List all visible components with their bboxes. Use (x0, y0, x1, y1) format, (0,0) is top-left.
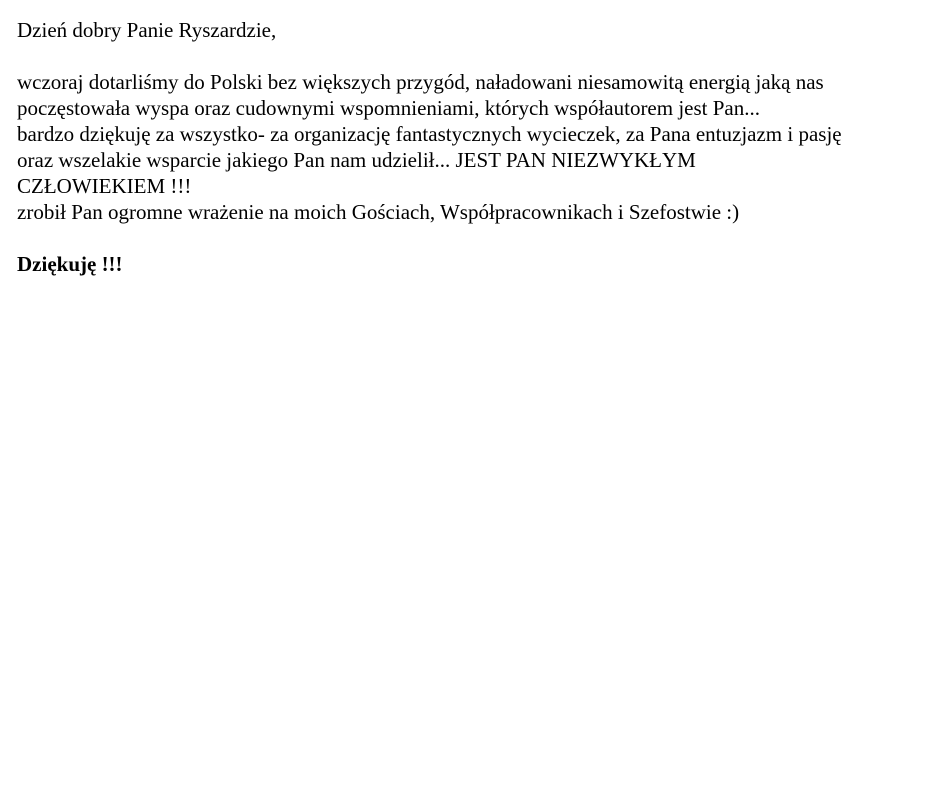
letter-body-line: poczęstowała wyspa oraz cudownymi wspomnieniami, których współautorem jest Pan... (17, 96, 760, 120)
letter-body (17, 69, 922, 225)
paragraph-spacer (17, 43, 922, 69)
letter-closing: Dziękuję !!! (17, 252, 123, 276)
letter-body-line: oraz wszelakie wsparcie jakiego Pan nam udzielił... JEST PAN NIEZWYKŁYM (17, 148, 696, 172)
letter-greeting: Dzień dobry Panie Ryszardzie, (17, 18, 277, 42)
letter-content (17, 17, 922, 277)
letter-body-line: bardzo dziękuję za wszystko- za organizację fantastycznych wycieczek, za Pana entuzjazm i pasję (17, 122, 842, 146)
paragraph-spacer (17, 225, 922, 251)
letter-body-line: zrobił Pan ogromne wrażenie na moich Gościach, Współpracownikach i Szefostwie :) (17, 200, 740, 224)
letter-body-line: wczoraj dotarliśmy do Polski bez większych przygód, naładowani niesamowitą energią jaką nas (17, 70, 824, 94)
letter-body-line: CZŁOWIEKIEM !!! (17, 174, 192, 198)
